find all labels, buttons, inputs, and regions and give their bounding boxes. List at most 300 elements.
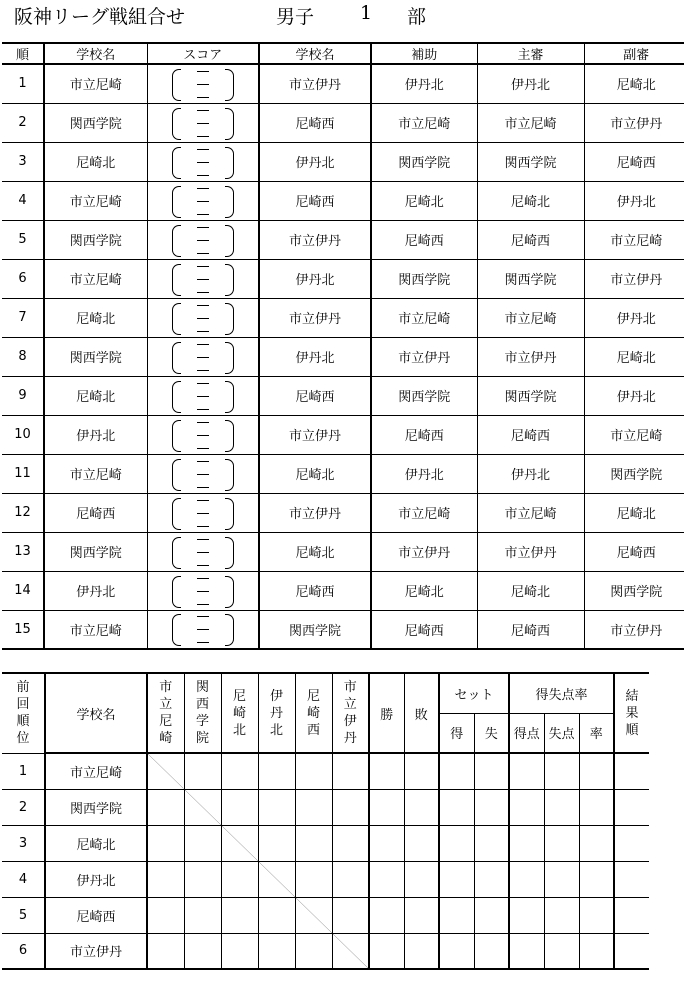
match-result-cell[interactable] (184, 897, 221, 933)
match-row (2, 571, 684, 610)
score-bracket[interactable] (172, 261, 234, 297)
right-bracket-icon (225, 69, 234, 101)
header-opponent-text: 伊丹北 (269, 688, 283, 738)
match-result-cell[interactable] (221, 861, 258, 897)
match-result-cell[interactable] (258, 753, 295, 789)
match-result-cell[interactable] (184, 861, 221, 897)
sets-lost-cell[interactable] (474, 789, 509, 825)
score-dash-icon (197, 240, 209, 241)
match-assist: 伊丹北 (371, 64, 477, 103)
self-match-diagonal (147, 753, 184, 789)
score-dash-icon (197, 318, 209, 319)
score-bracket[interactable] (172, 222, 234, 258)
result-order-cell[interactable] (614, 897, 649, 933)
match-result-cell[interactable] (295, 825, 332, 861)
right-bracket-icon (225, 147, 234, 179)
score-dash-icon (197, 344, 209, 345)
self-match-diagonal (295, 897, 332, 933)
score-dash-icon (197, 604, 209, 605)
left-bracket-icon (172, 459, 181, 491)
match-sub-referee: 伊丹北 (584, 298, 684, 337)
wins-cell[interactable] (369, 825, 404, 861)
header-opponent (258, 673, 295, 753)
match-sub-referee: 尼崎西 (584, 142, 684, 181)
score-dash-icon (197, 526, 209, 527)
points-for-cell[interactable] (509, 861, 544, 897)
score-dash-icon (197, 188, 209, 189)
score-dash-icon (197, 565, 209, 566)
score-dash-icon (197, 266, 209, 267)
points-against-cell[interactable] (544, 897, 579, 933)
match-school-1: 関西学院 (44, 220, 147, 259)
match-school-2: 市立伊丹 (259, 220, 371, 259)
score-entry[interactable] (147, 532, 259, 571)
header-ratio: 率 (579, 713, 614, 753)
ratio-cell[interactable] (579, 753, 614, 789)
score-dash-icon (197, 71, 209, 72)
header-point-ratio: 得失点率 (509, 673, 614, 713)
standings-row (2, 897, 649, 933)
header-chief-referee: 主審 (477, 43, 584, 64)
match-school-2: 市立伊丹 (259, 415, 371, 454)
result-order-cell[interactable] (614, 789, 649, 825)
score-bracket[interactable] (172, 611, 234, 647)
losses-cell[interactable] (404, 897, 439, 933)
standings-school: 関西学院 (45, 789, 147, 825)
score-dash-icon (197, 642, 209, 643)
match-assist: 尼崎西 (371, 220, 477, 259)
sets-lost-cell[interactable] (474, 933, 509, 969)
standings-school: 市立伊丹 (45, 933, 147, 969)
match-assist: 尼崎北 (371, 181, 477, 220)
score-dash-icon (197, 487, 209, 488)
match-number: 5 (2, 220, 44, 259)
match-schedule-table (2, 42, 684, 650)
header-opponent (147, 673, 184, 753)
points-for-cell[interactable] (509, 897, 544, 933)
ratio-cell[interactable] (579, 933, 614, 969)
match-number: 10 (2, 415, 44, 454)
score-dash-icon (197, 513, 209, 514)
match-result-cell[interactable] (258, 933, 295, 969)
match-result-cell[interactable] (258, 789, 295, 825)
score-bracket[interactable] (172, 66, 234, 102)
header-points-against: 失点 (544, 713, 579, 753)
match-result-cell[interactable] (332, 897, 369, 933)
match-assist: 関西学院 (371, 259, 477, 298)
score-bracket[interactable] (172, 573, 234, 609)
match-chief-referee: 関西学院 (477, 376, 584, 415)
losses-cell[interactable] (404, 861, 439, 897)
left-bracket-icon (172, 614, 181, 646)
points-against-cell[interactable] (544, 789, 579, 825)
header-previous-rank (2, 673, 45, 753)
points-for-cell[interactable] (509, 825, 544, 861)
match-assist: 関西学院 (371, 376, 477, 415)
match-school-2: 尼崎北 (259, 532, 371, 571)
sets-lost-cell[interactable] (474, 753, 509, 789)
score-dash-icon (197, 136, 209, 137)
header-points-for: 得点 (509, 713, 544, 753)
sets-won-cell[interactable] (439, 861, 474, 897)
match-result-cell[interactable] (295, 861, 332, 897)
previous-rank: 3 (2, 825, 45, 861)
header-opponent (295, 673, 332, 753)
sets-lost-cell[interactable] (474, 825, 509, 861)
score-dash-icon (197, 253, 209, 254)
match-result-cell[interactable] (258, 825, 295, 861)
match-assist: 尼崎西 (371, 415, 477, 454)
score-entry[interactable] (147, 142, 259, 181)
match-chief-referee: 市立尼崎 (477, 103, 584, 142)
match-assist: 市立伊丹 (371, 337, 477, 376)
self-match-diagonal (332, 933, 369, 969)
left-bracket-icon (172, 186, 181, 218)
match-row (2, 532, 684, 571)
ratio-cell[interactable] (579, 825, 614, 861)
match-school-2: 市立伊丹 (259, 298, 371, 337)
score-entry[interactable] (147, 181, 259, 220)
score-dash-icon (197, 123, 209, 124)
match-chief-referee: 市立尼崎 (477, 298, 584, 337)
score-entry[interactable] (147, 415, 259, 454)
wins-cell[interactable] (369, 861, 404, 897)
match-number: 3 (2, 142, 44, 181)
losses-cell[interactable] (404, 789, 439, 825)
score-entry[interactable] (147, 454, 259, 493)
match-school-2: 伊丹北 (259, 337, 371, 376)
match-chief-referee: 関西学院 (477, 142, 584, 181)
match-school-1: 尼崎北 (44, 376, 147, 415)
score-entry[interactable] (147, 64, 259, 103)
score-bracket[interactable] (172, 339, 234, 375)
match-row (2, 142, 684, 181)
ratio-cell[interactable] (579, 789, 614, 825)
match-school-2: 尼崎西 (259, 376, 371, 415)
match-row (2, 610, 684, 649)
score-dash-icon (197, 616, 209, 617)
match-chief-referee: 市立伊丹 (477, 532, 584, 571)
header-opponent-text: 尼崎西 (306, 688, 320, 738)
score-dash-icon (197, 175, 209, 176)
score-dash-icon (197, 331, 209, 332)
score-dash-icon (197, 279, 209, 280)
result-order-cell[interactable] (614, 861, 649, 897)
score-dash-icon (197, 97, 209, 98)
ratio-cell[interactable] (579, 861, 614, 897)
previous-rank: 4 (2, 861, 45, 897)
match-result-cell[interactable] (147, 861, 184, 897)
score-bracket[interactable] (172, 105, 234, 141)
score-entry[interactable] (147, 103, 259, 142)
header-sets-lost: 失 (474, 713, 509, 753)
match-number: 2 (2, 103, 44, 142)
score-dash-icon (197, 591, 209, 592)
match-school-1: 尼崎北 (44, 298, 147, 337)
match-result-cell[interactable] (147, 825, 184, 861)
match-row (2, 64, 684, 103)
match-number: 14 (2, 571, 44, 610)
match-school-1: 市立尼崎 (44, 454, 147, 493)
result-order-cell[interactable] (614, 825, 649, 861)
match-row (2, 376, 684, 415)
match-row (2, 493, 684, 532)
match-result-cell[interactable] (184, 753, 221, 789)
match-number: 4 (2, 181, 44, 220)
sets-won-cell[interactable] (439, 825, 474, 861)
match-assist: 尼崎西 (371, 610, 477, 649)
match-number: 15 (2, 610, 44, 649)
match-chief-referee: 尼崎北 (477, 181, 584, 220)
match-sub-referee: 市立尼崎 (584, 220, 684, 259)
wins-cell[interactable] (369, 933, 404, 969)
match-number: 13 (2, 532, 44, 571)
sets-won-cell[interactable] (439, 933, 474, 969)
standings-table (2, 672, 649, 970)
score-dash-icon (197, 370, 209, 371)
match-result-cell[interactable] (147, 933, 184, 969)
previous-rank: 2 (2, 789, 45, 825)
match-result-cell[interactable] (295, 753, 332, 789)
match-school-1: 関西学院 (44, 532, 147, 571)
previous-rank: 1 (2, 753, 45, 789)
match-assist: 伊丹北 (371, 454, 477, 493)
score-entry[interactable] (147, 571, 259, 610)
score-dash-icon (197, 422, 209, 423)
header-wins: 勝 (369, 673, 404, 753)
match-result-cell[interactable] (147, 897, 184, 933)
score-entry[interactable] (147, 493, 259, 532)
standings-school: 尼崎西 (45, 897, 147, 933)
points-against-cell[interactable] (544, 825, 579, 861)
title-division-number: 1 (360, 2, 373, 24)
match-result-cell[interactable] (221, 933, 258, 969)
losses-cell[interactable] (404, 753, 439, 789)
header-score: スコア (147, 43, 259, 64)
match-result-cell[interactable] (332, 753, 369, 789)
points-for-cell[interactable] (509, 753, 544, 789)
result-order-cell[interactable] (614, 933, 649, 969)
score-dash-icon (197, 292, 209, 293)
standings-row (2, 753, 649, 789)
score-entry[interactable] (147, 337, 259, 376)
match-row (2, 298, 684, 337)
match-school-1: 市立尼崎 (44, 181, 147, 220)
score-dash-icon (197, 461, 209, 462)
score-dash-icon (197, 162, 209, 163)
score-bracket[interactable] (172, 300, 234, 336)
match-result-cell[interactable] (332, 789, 369, 825)
losses-cell[interactable] (404, 933, 439, 969)
standings-rows (2, 753, 649, 969)
score-bracket[interactable] (172, 495, 234, 531)
score-dash-icon (197, 84, 209, 85)
right-bracket-icon (225, 186, 234, 218)
losses-cell[interactable] (404, 825, 439, 861)
match-school-1: 市立尼崎 (44, 64, 147, 103)
score-bracket[interactable] (172, 144, 234, 180)
right-bracket-icon (225, 459, 234, 491)
wins-cell[interactable] (369, 897, 404, 933)
score-dash-icon (197, 474, 209, 475)
match-result-cell[interactable] (295, 933, 332, 969)
points-against-cell[interactable] (544, 753, 579, 789)
sets-won-cell[interactable] (439, 789, 474, 825)
header-sets-won: 得 (439, 713, 474, 753)
match-result-cell[interactable] (221, 789, 258, 825)
points-against-cell[interactable] (544, 933, 579, 969)
score-entry[interactable] (147, 610, 259, 649)
score-dash-icon (197, 396, 209, 397)
score-bracket[interactable] (172, 183, 234, 219)
match-school-2: 伊丹北 (259, 142, 371, 181)
match-sub-referee: 尼崎西 (584, 532, 684, 571)
left-bracket-icon (172, 537, 181, 569)
match-sub-referee: 尼崎北 (584, 337, 684, 376)
standings-row (2, 933, 649, 969)
header-sets: セット (439, 673, 509, 713)
header-school-2: 学校名 (259, 43, 371, 64)
diagonal-line-icon (296, 898, 332, 933)
ratio-cell[interactable] (579, 897, 614, 933)
right-bracket-icon (225, 420, 234, 452)
match-row (2, 103, 684, 142)
match-school-2: 尼崎北 (259, 454, 371, 493)
match-school-1: 尼崎北 (44, 142, 147, 181)
header-result-order-text: 結果順 (625, 688, 639, 738)
header-sub-referee: 副審 (584, 43, 684, 64)
match-school-1: 市立尼崎 (44, 259, 147, 298)
match-row (2, 415, 684, 454)
score-bracket[interactable] (172, 456, 234, 492)
score-dash-icon (197, 539, 209, 540)
right-bracket-icon (225, 576, 234, 608)
score-bracket[interactable] (172, 417, 234, 453)
match-number: 1 (2, 64, 44, 103)
match-chief-referee: 尼崎北 (477, 571, 584, 610)
score-entry[interactable] (147, 298, 259, 337)
self-match-diagonal (184, 789, 221, 825)
header-school-1: 学校名 (44, 43, 147, 64)
right-bracket-icon (225, 381, 234, 413)
title-division-suffix: 部 (407, 6, 427, 28)
match-result-cell[interactable] (332, 861, 369, 897)
header-result-order (614, 673, 649, 753)
match-school-2: 伊丹北 (259, 259, 371, 298)
score-dash-icon (197, 201, 209, 202)
match-chief-referee: 尼崎西 (477, 220, 584, 259)
match-sub-referee: 尼崎北 (584, 64, 684, 103)
document-title (14, 2, 674, 36)
score-entry[interactable] (147, 259, 259, 298)
match-result-cell[interactable] (147, 789, 184, 825)
standings-school: 伊丹北 (45, 861, 147, 897)
match-assist: 関西学院 (371, 142, 477, 181)
left-bracket-icon (172, 225, 181, 257)
right-bracket-icon (225, 303, 234, 335)
title-gender: 男子 (276, 6, 315, 28)
diagonal-line-icon (148, 754, 184, 789)
result-order-cell[interactable] (614, 753, 649, 789)
diagonal-line-icon (333, 934, 369, 969)
match-row (2, 454, 684, 493)
score-dash-icon (197, 409, 209, 410)
match-number: 12 (2, 493, 44, 532)
left-bracket-icon (172, 69, 181, 101)
score-bracket[interactable] (172, 378, 234, 414)
right-bracket-icon (225, 614, 234, 646)
match-school-2: 尼崎西 (259, 571, 371, 610)
match-rows (2, 64, 684, 649)
score-dash-icon (197, 214, 209, 215)
match-school-1: 伊丹北 (44, 571, 147, 610)
match-school-1: 市立尼崎 (44, 610, 147, 649)
standings-school: 市立尼崎 (45, 753, 147, 789)
match-sub-referee: 伊丹北 (584, 181, 684, 220)
match-row (2, 181, 684, 220)
sets-won-cell[interactable] (439, 753, 474, 789)
sets-lost-cell[interactable] (474, 861, 509, 897)
match-sub-referee: 市立伊丹 (584, 259, 684, 298)
match-result-cell[interactable] (221, 753, 258, 789)
score-dash-icon (197, 110, 209, 111)
match-result-cell[interactable] (258, 897, 295, 933)
left-bracket-icon (172, 147, 181, 179)
wins-cell[interactable] (369, 789, 404, 825)
header-opponent-text: 尼崎北 (232, 688, 246, 738)
match-chief-referee: 伊丹北 (477, 454, 584, 493)
match-sub-referee: 関西学院 (584, 454, 684, 493)
score-dash-icon (197, 578, 209, 579)
score-entry[interactable] (147, 376, 259, 415)
score-bracket[interactable] (172, 534, 234, 570)
match-number: 8 (2, 337, 44, 376)
score-dash-icon (197, 357, 209, 358)
right-bracket-icon (225, 108, 234, 140)
points-against-cell[interactable] (544, 861, 579, 897)
match-chief-referee: 関西学院 (477, 259, 584, 298)
sets-lost-cell[interactable] (474, 897, 509, 933)
previous-rank: 6 (2, 933, 45, 969)
standings-row (2, 861, 649, 897)
points-for-cell[interactable] (509, 933, 544, 969)
match-school-2: 尼崎西 (259, 103, 371, 142)
header-opponent-text: 市立尼崎 (159, 680, 173, 746)
match-result-cell[interactable] (332, 825, 369, 861)
score-dash-icon (197, 448, 209, 449)
match-result-cell[interactable] (184, 825, 221, 861)
header-assist: 補助 (371, 43, 477, 64)
match-result-cell[interactable] (295, 789, 332, 825)
header-opponent-text: 市立伊丹 (343, 680, 357, 746)
score-entry[interactable] (147, 220, 259, 259)
header-order: 順 (2, 43, 44, 64)
match-number: 7 (2, 298, 44, 337)
standings-row (2, 825, 649, 861)
wins-cell[interactable] (369, 753, 404, 789)
match-result-cell[interactable] (184, 933, 221, 969)
sets-won-cell[interactable] (439, 897, 474, 933)
header-losses: 敗 (404, 673, 439, 753)
match-school-2: 市立伊丹 (259, 493, 371, 532)
match-result-cell[interactable] (221, 897, 258, 933)
match-school-2: 関西学院 (259, 610, 371, 649)
points-for-cell[interactable] (509, 789, 544, 825)
match-assist: 市立尼崎 (371, 103, 477, 142)
header-opponent-text: 関西学院 (195, 680, 209, 746)
match-school-1: 伊丹北 (44, 415, 147, 454)
left-bracket-icon (172, 576, 181, 608)
